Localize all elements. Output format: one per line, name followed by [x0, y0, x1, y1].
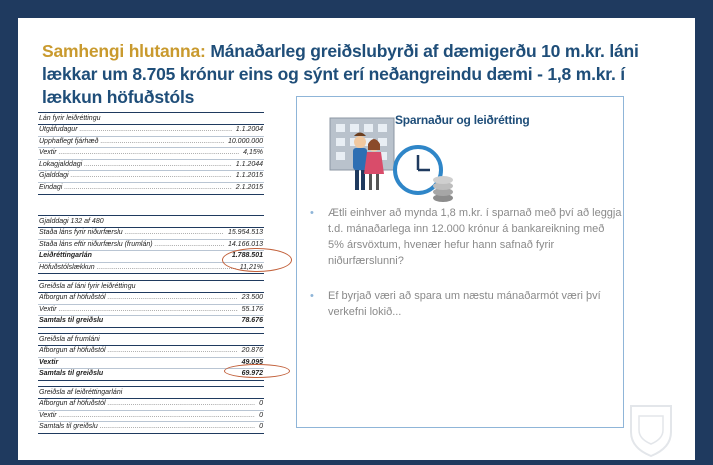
table-row: Eindagi ..... 2.1.2015 — [38, 183, 264, 195]
payment-before-header: Greiðsla af láni fyrir leiðréttingu — [38, 280, 264, 293]
correction-loan-header: Greiðsla af leiðréttingarláni — [38, 386, 264, 399]
seal-icon — [625, 402, 677, 465]
table-row: Staða láns eftir niðurfærslu (frumlán) ..... 14.166.013 — [38, 240, 264, 252]
title-text: Mánaðarleg greiðslubyrði af dæmigerðu 10 m.kr. láni lækkar um 8.705 krónur eins og sýnt erí neðangreindu dæmi - 1,8 m.kr. í lækkun höfuðstóls — [42, 41, 639, 107]
due-table-header: Gjalddagi 132 af 480 — [38, 215, 264, 228]
list-item: • Ætli einhver að mynda 1,8 m.kr. í sparnað með því að leggja t.d. mánaðarlega inn 12.000 krónur á bankareikning með 5% ársvöxtum, hvenær hefur hann safnað fyrir niðurfærslunni? — [310, 207, 622, 267]
bullet-icon: • — [310, 290, 314, 302]
bullet-icon: • — [310, 207, 314, 219]
table-row: Afborgun af höfuðstól ..... 23.500 — [38, 293, 264, 305]
loan-before-table — [38, 112, 264, 195]
correction-loan-row: Leiðréttingarlán 1.788.501 — [38, 251, 264, 263]
total-row: Samtals til greiðslu 69.972 — [38, 369, 264, 381]
table-row: Vextir ..... 4,15% — [38, 148, 264, 160]
card-bullets — [310, 205, 622, 339]
table-row: Vextir ..... 55.176 — [38, 305, 264, 317]
loan-table-header: Lán fyrir leiðréttingu — [38, 112, 264, 125]
table-row: Afborgun af höfuðstól ..... 20.876 — [38, 346, 264, 358]
correction-loan-payment-table — [38, 386, 264, 434]
coins-icon — [433, 176, 453, 202]
highlight-oval-correction — [222, 248, 292, 272]
table-row: Upphaflegt fjárhæð ..... 10.000.000 — [38, 137, 264, 149]
table-row: Afborgun af höfuðstól ..... 0 — [38, 399, 264, 411]
payment-before-table — [38, 280, 264, 328]
table-row: Útgáfudagur ..... 1.1.2004 — [38, 125, 264, 137]
original-loan-header: Greiðsla af frumláni — [38, 333, 264, 346]
table-row: Lokagjalddagi ..... 1.1.2044 — [38, 160, 264, 172]
savings-illustration — [310, 112, 460, 213]
list-item: • Ef byrjað væri að spara um næstu mánaðarmót væri því verkefni lokið... — [310, 290, 601, 318]
total-row: Samtals til greiðslu 78.676 — [38, 316, 264, 328]
table-row: Gjalddagi ..... 1.1.2015 — [38, 171, 264, 183]
card-title: Sparnaður og leiðrétting — [395, 113, 530, 127]
principal-reduction-row: Höfuðstólslækkun ..... 11,21% — [38, 263, 264, 275]
table-row: Samtals til greiðslu ..... 0 — [38, 422, 264, 434]
highlight-oval-total — [224, 364, 290, 378]
table-row: Staða láns fyrir niðurfærslu ..... 15.954.513 — [38, 228, 264, 240]
title-highlight: Samhengi hlutanna: — [42, 41, 206, 61]
table-row: Vextir ..... 0 — [38, 411, 264, 423]
table-row: Vextir 49.095 — [38, 358, 264, 370]
